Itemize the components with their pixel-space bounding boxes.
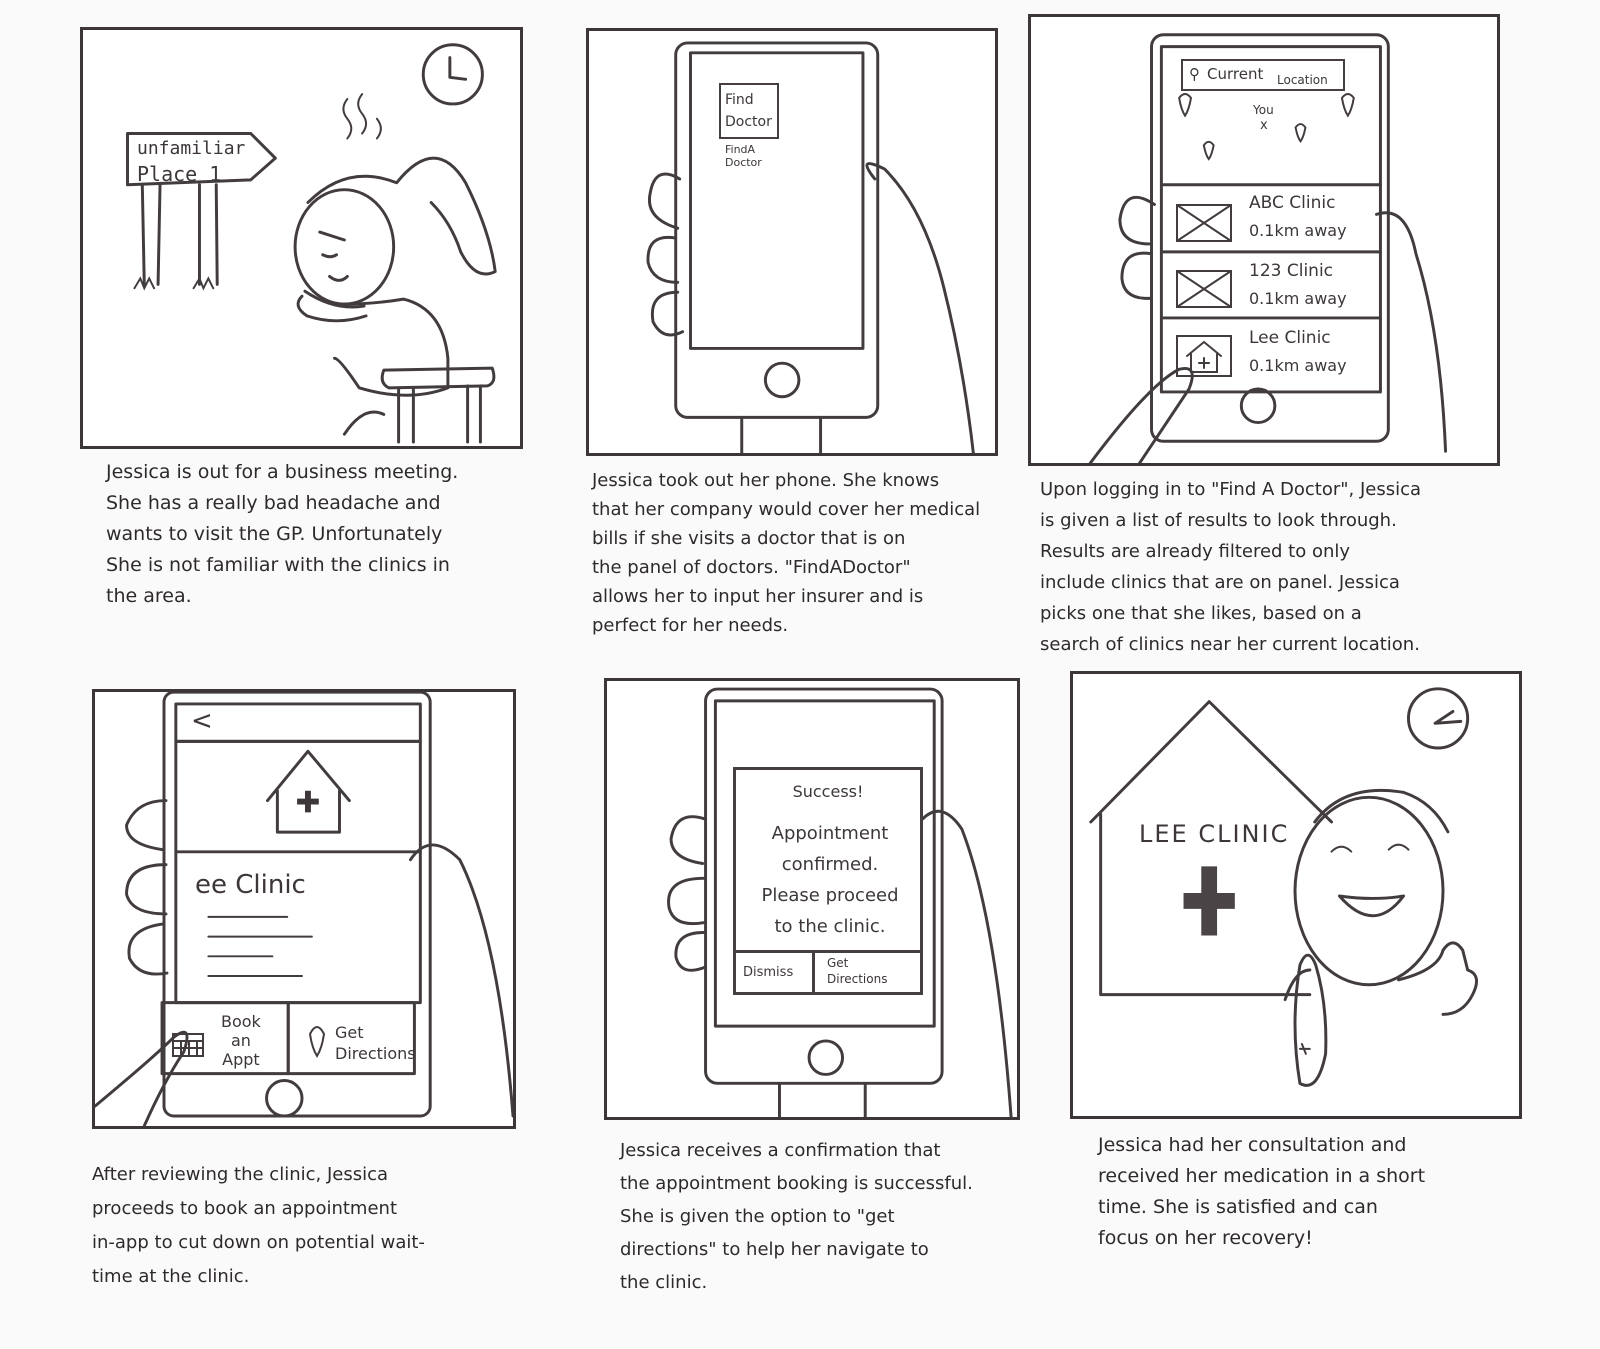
map-pin-icon	[1342, 94, 1354, 116]
search-subtext: Location	[1277, 73, 1328, 87]
location-search-bar[interactable]	[1181, 59, 1345, 91]
panel-3	[1028, 14, 1500, 466]
get-directions-button[interactable]	[293, 1010, 417, 1076]
clinic-cross-icon	[1184, 866, 1235, 935]
find-doctor-app-label: FindA Doctor	[725, 143, 762, 169]
clinic-house-icon	[1175, 334, 1233, 378]
search-icon: ⚲	[1189, 65, 1200, 83]
girl-head	[1295, 797, 1443, 984]
dialog-message: Appointment confirmed. Please proceed to the clinic.	[761, 823, 899, 937]
panel-1-caption: Jessica is out for a business meeting. She has a really bad headache and wants to visit the GP. Unfortunately She is not familiar with the clinics in the area.	[106, 461, 459, 607]
book-appointment-label: Book an Appt	[221, 1012, 261, 1069]
result-name: ABC Clinic	[1249, 193, 1336, 213]
result-name: 123 Clinic	[1249, 261, 1334, 281]
get-directions-label: Get Directions	[827, 956, 888, 986]
panel-6-illustration	[1073, 674, 1519, 1116]
dismiss-button[interactable]	[733, 950, 815, 995]
result-item-selected[interactable]	[1171, 326, 1381, 386]
get-directions-button[interactable]	[815, 950, 923, 995]
panel-4-caption: After reviewing the clinic, Jessica proceeds to book an appointment in-app to cut down on potential wait- time at the clinic.	[92, 1164, 425, 1287]
girl-head	[295, 190, 394, 304]
home-button	[1241, 389, 1275, 423]
image-placeholder-icon	[1175, 269, 1233, 309]
panel-4	[92, 689, 516, 1129]
panel-2	[586, 28, 998, 456]
map-you-label: You	[1253, 103, 1274, 117]
result-item[interactable]	[1171, 191, 1381, 251]
calendar-icon	[171, 1030, 205, 1058]
get-directions-label: Get Directions	[335, 1023, 416, 1063]
result-distance: 0.1km away	[1249, 221, 1347, 240]
book-appointment-button[interactable]	[165, 1010, 289, 1076]
result-name: Lee Clinic	[1249, 328, 1331, 348]
result-distance: 0.1km away	[1249, 356, 1347, 375]
home-button	[809, 1041, 843, 1075]
clock-icon	[423, 45, 482, 104]
sign-line-2: Place 1	[137, 162, 222, 186]
back-button[interactable]: <	[191, 706, 213, 736]
clinic-image	[176, 741, 420, 851]
map-you-marker: x	[1260, 118, 1268, 133]
find-doctor-app-icon[interactable]: Find Doctor	[719, 83, 779, 139]
result-item[interactable]	[1171, 259, 1381, 319]
panel-1	[80, 27, 523, 449]
panel-1-illustration	[83, 30, 520, 446]
panel-2-illustration	[589, 31, 995, 453]
clinic-building-sign: LEE CLINIC	[1139, 820, 1290, 848]
sign-line-1: unfamiliar	[137, 138, 246, 159]
search-text: Current	[1207, 65, 1264, 83]
panel-3-caption: Upon logging in to "Find A Doctor", Jessica is given a list of results to look through. Results are already filtered to only include clinics that are on panel. Jessica picks one that she likes, based on a search of clinics near her current location.	[1040, 479, 1422, 655]
clock-icon	[1408, 689, 1467, 748]
panel-5-caption: Jessica receives a confirmation that the appointment booking is successful. She is given the option to "get directions" to help her navigate to the clinic.	[620, 1140, 973, 1293]
panel-6-caption: Jessica had her consultation and received her medication in a short time. She is satisfied and can focus on her recovery!	[1098, 1134, 1426, 1249]
map-pin-icon	[1204, 142, 1214, 159]
panel-6	[1070, 671, 1522, 1119]
map-pin-icon	[1179, 94, 1191, 116]
map-pin-icon	[1296, 124, 1306, 141]
image-placeholder-icon	[1175, 203, 1233, 243]
success-dialog	[733, 767, 923, 995]
dialog-title: Success!	[792, 782, 864, 801]
clinic-name: ee Clinic	[195, 870, 306, 900]
panel-2-caption: Jessica took out her phone. She knows that her company would cover her medical bills if she visits a doctor that is on the panel of doctors. "FindADoctor" allows her to input her insurer and is perfect for her needs.	[592, 470, 981, 636]
map-pin-icon	[307, 1024, 327, 1060]
panel-5	[604, 678, 1020, 1120]
dismiss-label: Dismiss	[743, 965, 794, 980]
home-button	[765, 363, 799, 397]
result-distance: 0.1km away	[1249, 289, 1347, 308]
clinic-building	[1091, 702, 1332, 995]
home-button	[267, 1081, 302, 1116]
